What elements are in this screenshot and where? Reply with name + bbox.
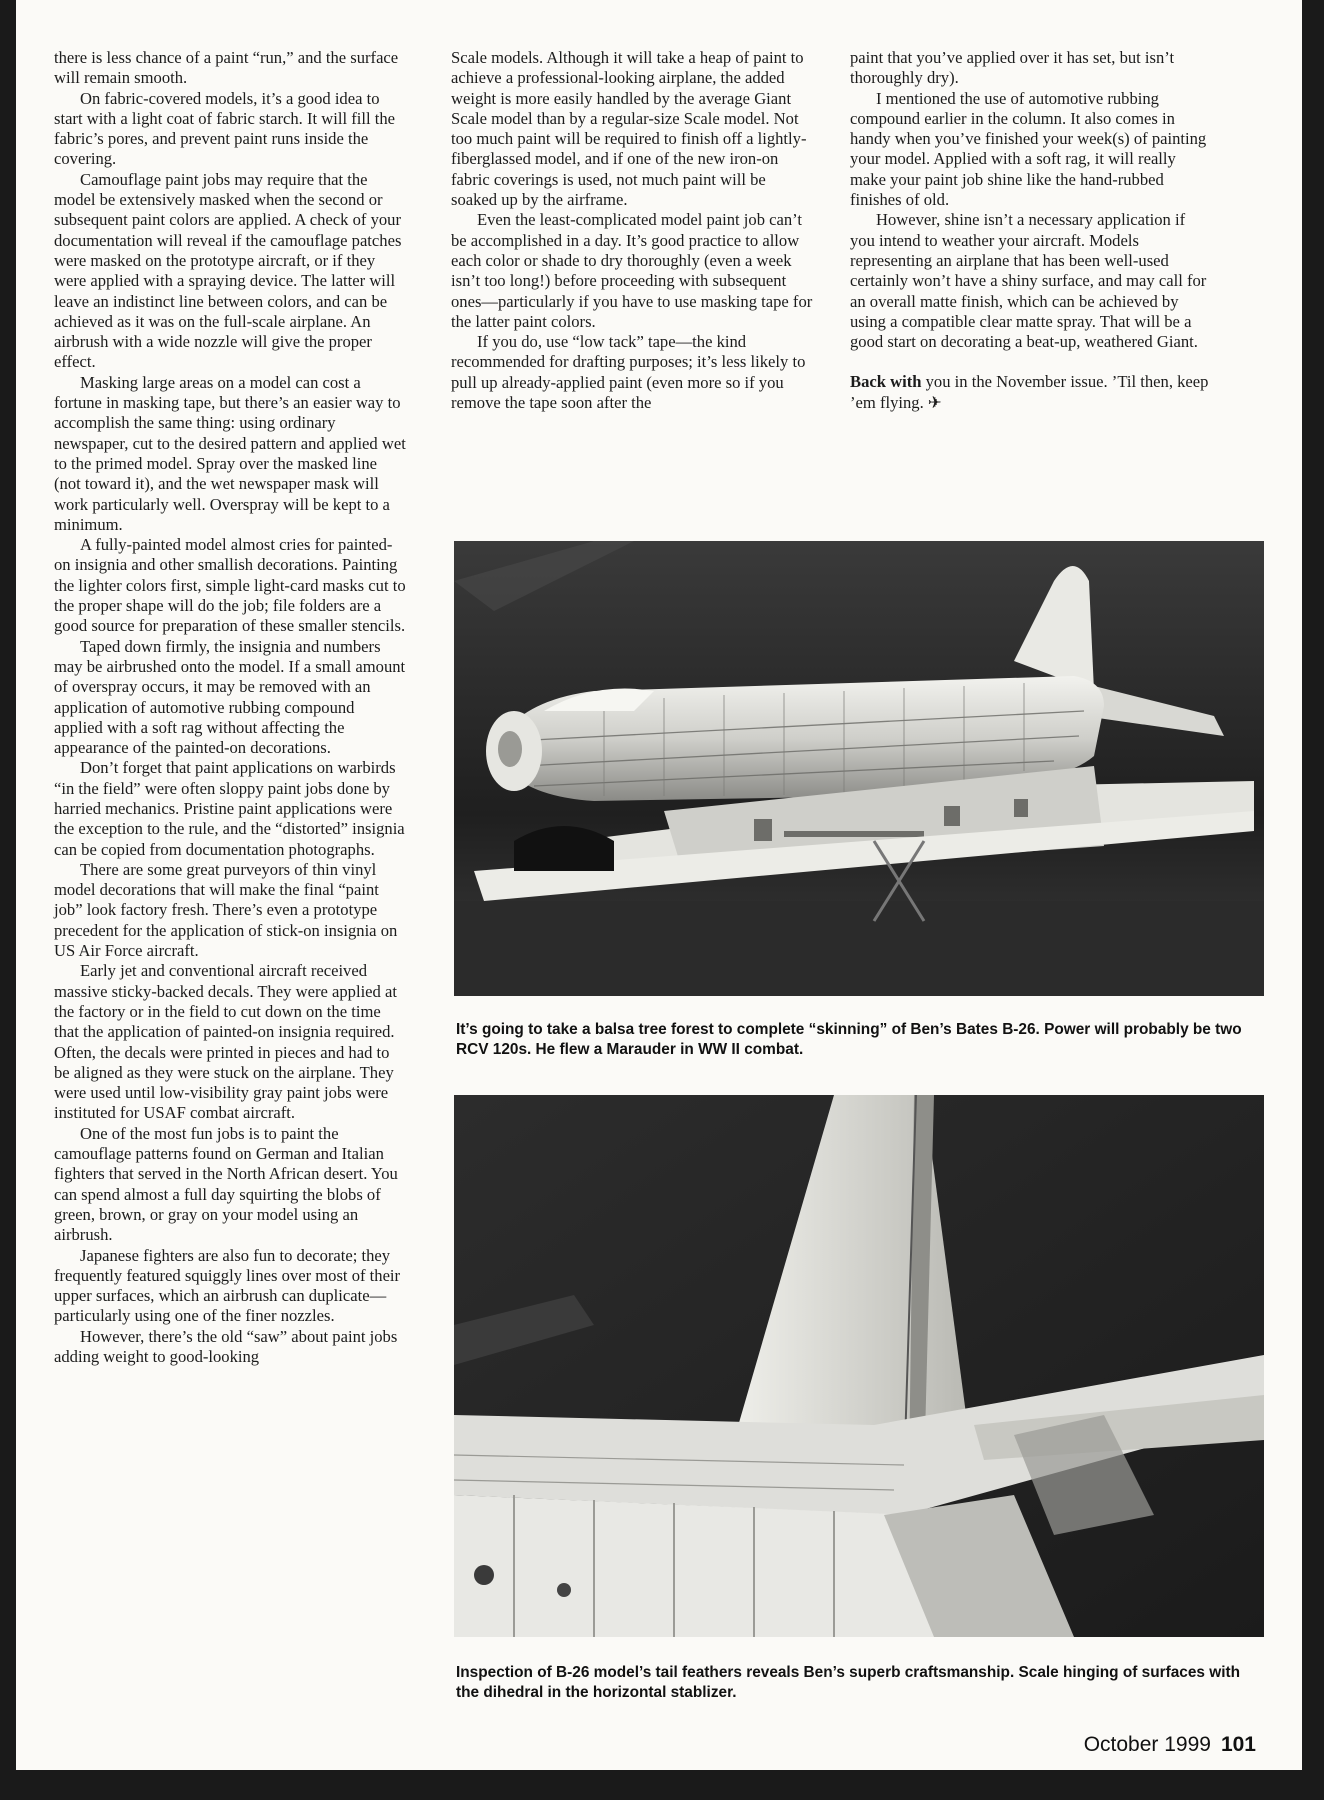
paragraph: Taped down firmly, the insignia and numbers may be airbrushed onto the model. If a small amount of overspray occurs, it may be removed with an application of automotive rubbing compound applied with a soft rag without affecting the appearance of the painted-on decorations. bbox=[54, 636, 406, 758]
page-folio bbox=[1026, 1733, 1256, 1757]
paragraph: However, there’s the old “saw” about paint jobs adding weight to good-looking bbox=[54, 1326, 398, 1366]
photo-b26-fuselage bbox=[454, 541, 1264, 996]
paragraph: Even the least-complicated model paint job can’t be accomplished in a day. It’s good practice to allow each color or shade to dry thoroughly (even a week isn’t too long!) before proceeding with subsequent ones—particularly if you have to use masking tape for the latter paint colors. bbox=[451, 210, 813, 331]
paragraph: However, shine isn’t a necessary application if you intend to weather your aircraft. Models representing an airplane that has been well-used certainly won’t have a shiny surface, and may call for an overall matte finish, which can be achieved by using a compatible clear matte spray. That will be a good start on decorating a beat-up, weathered Giant. bbox=[850, 210, 1207, 352]
magazine-page bbox=[16, 0, 1302, 1770]
photo1-caption: It’s going to take a balsa tree forest to complete “skinning” of Ben’s Bates B-26. Power will probably be two RCV 120s. He flew a Marauder in WW II combat. bbox=[456, 1021, 1242, 1058]
paragraph: Early jet and conventional aircraft received massive sticky-backed decals. They were applied at the factory or in the field to cut down on the time that the application of painted-on insignia required. Often, the decals were printed in pieces and had to be aligned as they were stuck on the airplane. They were used until low-visibility gray paint jobs were instituted for USAF combat aircraft. bbox=[54, 961, 397, 1123]
paragraph: On fabric-covered models, it’s a good idea to start with a light coat of fabric starch. It will fill the fabric’s pores, and prevent paint runs inside the covering. bbox=[54, 88, 395, 169]
text-column-3 bbox=[850, 48, 1212, 413]
paragraph: paint that you’ve applied over it has set, but isn’t thoroughly dry). bbox=[850, 48, 1175, 88]
photo-b26-tail bbox=[454, 1095, 1264, 1637]
paragraph: I mentioned the use of automotive rubbing compound earlier in the column. It also comes in handy when you’ve finished your week(s) of painting your model. Applied with a soft rag, it will really make your paint job shine like the hand-rubbed finishes of old. bbox=[850, 88, 1207, 210]
b26-fuselage-illustration bbox=[454, 541, 1264, 996]
paragraph: there is less chance of a paint “run,” and the surface will remain smooth. bbox=[54, 48, 399, 88]
text-column-1 bbox=[54, 48, 406, 1367]
paragraph: Camouflage paint jobs may require that the model be extensively masked when the second or subsequent paint colors are applied. A check of your documentation will reveal if the camouflage patches were masked on the prototype aircraft, or if they were applied with a spraying device. The latter will leave an indistinct line between colors, and can be achieved as it was on the full-scale airplane. An airbrush with a wide nozzle will give the proper effect. bbox=[54, 169, 402, 372]
paragraph: Scale models. Although it will take a heap of paint to achieve a professional-looking airplane, the added weight is more easily handled by the average Giant Scale model than by a regular-size Scale model. Not too much paint will be required to finish off a lightly-fiberglassed model, and if one of the new iron-on fabric coverings is used, not much paint will be soaked up by the airframe. bbox=[451, 48, 807, 210]
paragraph: One of the most fun jobs is to paint the camouflage patterns found on German and Italian fighters that served in the North African desert. You can spend almost a full day squirting the blobs of green, brown, or gray on your model using an airbrush. bbox=[54, 1123, 398, 1245]
issue-date: October 1999 bbox=[1083, 1733, 1211, 1756]
paragraph: Japanese fighters are also fun to decorate; they frequently featured squiggly lines over most of their upper surfaces, which an airbrush can duplicate—particularly using one of the finer nozzles. bbox=[54, 1245, 401, 1326]
paragraph: There are some great purveyors of thin vinyl model decorations that will make the final “paint job” look factory fresh. There’s even a prototype precedent for the application of stick-on insignia on US Air Force aircraft. bbox=[54, 859, 398, 961]
paragraph: Masking large areas on a model can cost a fortune in masking tape, but there’s an easier way to accomplish the same thing: using ordinary newspaper, cut to the desired pattern and applied wet to the primed model. Spray over the masked line (not toward it), and the wet newspaper mask will work particularly well. Overspray will be kept to a minimum. bbox=[54, 372, 406, 534]
paragraph: Don’t forget that paint applications on warbirds “in the field” were often sloppy paint jobs done by harried mechanics. Pristine paint applications were the exception to the rule, and the “distorted” insignia can be copied from documentation photographs. bbox=[54, 758, 405, 859]
b26-tail-illustration bbox=[454, 1095, 1264, 1637]
text-column-2 bbox=[451, 48, 813, 413]
paragraph: A fully-painted model almost cries for painted-on insignia and other smallish decorations. Painting the lighter colors first, simple light-card masks cut to the proper shape will do the job; file folders are a good source for preparation of these smaller stencils. bbox=[54, 535, 406, 636]
closing-lead: Back with bbox=[850, 372, 922, 392]
page-number: 101 bbox=[1220, 1733, 1256, 1756]
photo2-caption: Inspection of B-26 model’s tail feathers reveals Ben’s superb craftsmanship. Scale hinging of surfaces with the dihedral in the horizontal stablizer. bbox=[456, 1664, 1240, 1701]
closing-paragraph bbox=[850, 372, 1212, 413]
closing-text: you in the November issue. ’Til then, keep ’em flying. ✈ bbox=[850, 372, 1209, 412]
paragraph: If you do, use “low tack” tape—the kind recommended for drafting purposes; it’s less likely to pull up already-applied paint (even more so if you remove the tape soon after the bbox=[451, 332, 806, 413]
